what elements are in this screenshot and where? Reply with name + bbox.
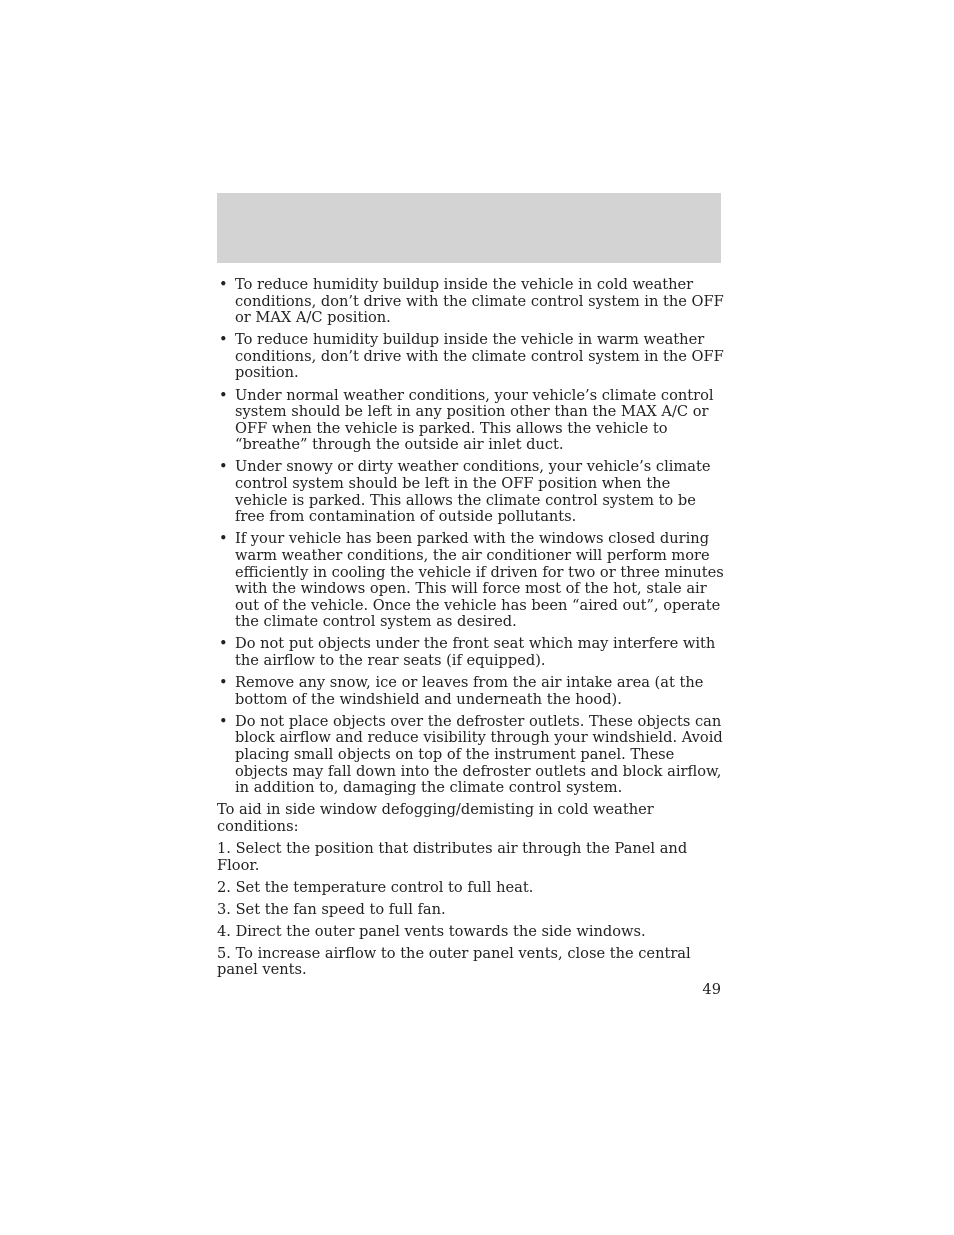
bullet-item — [217, 388, 725, 454]
bullet-list — [217, 277, 725, 797]
page-content — [217, 277, 725, 985]
bullet-item — [217, 714, 725, 797]
bullet-text: Do not put objects under the front seat which may interfere with the airflow to the rear seats (if equipped). — [235, 635, 716, 669]
bullet-icon: • — [219, 530, 228, 548]
bullet-icon: • — [219, 635, 228, 653]
bullet-item — [217, 277, 725, 327]
bullet-text: Do not place objects over the defroster outlets. These objects can block airflow and reduce visibility through your windshield. Avoid placing small objects on top of the instrument panel. These objects may fall down into the defroster outlets and block airflow, in addition to, damaging the climate control system. — [235, 712, 723, 797]
bullet-item — [217, 459, 725, 525]
bullet-item — [217, 636, 725, 669]
defog-step: 4. Direct the outer panel vents towards the side windows. — [217, 922, 646, 940]
defog-step: 1. Select the position that distributes air through the Panel and Floor. — [217, 839, 688, 874]
bullet-text: Under normal weather conditions, your vehicle’s climate control system should be left in any position other than the MAX A/C or OFF when the vehicle is parked. This allows the vehicle to “breathe” through the outside air inlet duct. — [235, 386, 714, 454]
bullet-icon: • — [219, 674, 228, 692]
page-number: 49 — [702, 981, 721, 998]
bullet-icon: • — [219, 458, 228, 476]
defog-intro: To aid in side window defogging/demisting in cold weather conditions: — [217, 801, 654, 835]
bullet-icon: • — [219, 386, 228, 404]
bullet-item — [217, 531, 725, 631]
bullet-text: If your vehicle has been parked with the windows closed during warm weather conditions, the air conditioner will perform more efficiently in cooling the vehicle if driven for two or three minutes with the windows open. This will force most of the hot, stale air out of the vehicle. Once the vehicle has been “aired out”, operate the climate control system as desired. — [235, 530, 724, 631]
bullet-text: To reduce humidity buildup inside the vehicle in warm weather conditions, don’t drive with the climate control system in the OFF position. — [235, 331, 724, 382]
bullet-item — [217, 675, 725, 708]
bullet-icon: • — [219, 276, 228, 293]
bullet-text: Remove any snow, ice or leaves from the air intake area (at the bottom of the windshield and underneath the hood). — [235, 674, 704, 708]
bullet-text: Under snowy or dirty weather conditions, your vehicle’s climate control system should be left in the OFF position when the vehicle is parked. This allows the climate control system to be free from contamination of outside pollutants. — [235, 458, 711, 526]
section-header-bar — [217, 193, 721, 263]
bullet-icon: • — [219, 712, 228, 730]
bullet-text: To reduce humidity buildup inside the vehicle in cold weather conditions, don’t drive with the climate control system in the OFF or MAX A/C position. — [235, 276, 724, 327]
bullet-icon: • — [219, 331, 228, 349]
bullet-item — [217, 332, 725, 382]
defog-step: 3. Set the fan speed to full fan. — [217, 900, 446, 918]
defog-step: 5. To increase airflow to the outer panel vents, close the central panel vents. — [217, 944, 691, 979]
defog-step: 2. Set the temperature control to full heat. — [217, 878, 534, 896]
